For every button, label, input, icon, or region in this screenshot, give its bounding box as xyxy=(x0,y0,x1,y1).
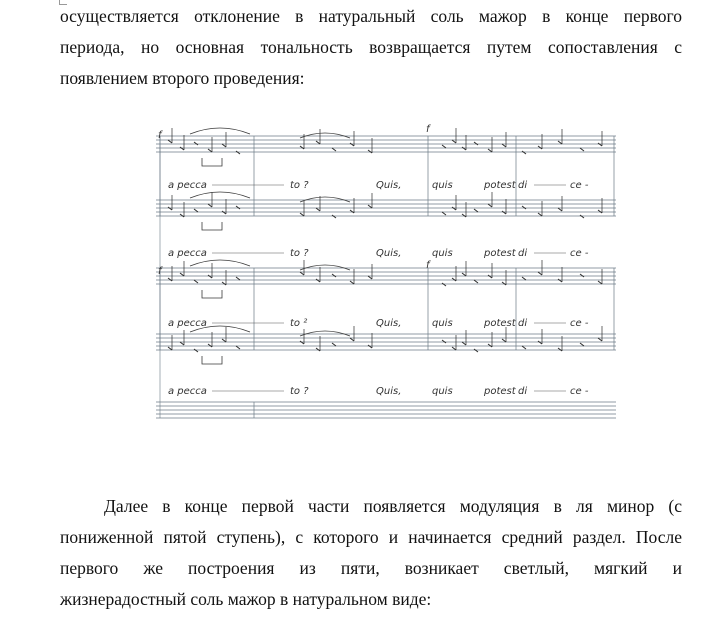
note-head xyxy=(442,283,446,286)
note-head xyxy=(180,147,184,150)
note-head xyxy=(558,279,562,282)
lyric-syllable: Quis, xyxy=(376,180,402,191)
note-head xyxy=(194,280,198,283)
beam-bracket xyxy=(202,158,222,166)
note-head xyxy=(208,204,212,207)
lyric-syllable: potest xyxy=(484,386,516,397)
note-head xyxy=(558,348,562,351)
note-head xyxy=(522,151,526,154)
lyric-syllable: to ? xyxy=(290,386,309,397)
lyric-syllable: Quis, xyxy=(376,248,402,259)
note-head xyxy=(316,208,320,211)
lyric-syllable: ce - xyxy=(570,180,589,191)
dynamic-mark: f xyxy=(158,266,162,277)
note-head xyxy=(316,141,320,144)
note-head xyxy=(350,338,354,341)
music-score-image xyxy=(150,122,624,440)
lyric-syllable: a pecca xyxy=(168,386,207,397)
note-head xyxy=(168,207,172,210)
note-head xyxy=(502,144,506,147)
note-head xyxy=(168,278,172,281)
dynamic-mark: f xyxy=(426,260,430,271)
slur xyxy=(300,331,350,336)
note-head xyxy=(332,343,336,346)
slur xyxy=(300,197,350,202)
note-head xyxy=(236,346,240,349)
score-staves xyxy=(156,124,616,418)
lyric-syllable: a pecca xyxy=(168,180,207,191)
note-head xyxy=(522,346,526,349)
note-head xyxy=(442,340,446,343)
paragraph-top xyxy=(60,1,682,94)
lyric-syllable: di xyxy=(518,180,528,191)
note-head xyxy=(580,148,584,151)
note-head xyxy=(452,207,456,210)
note-head xyxy=(580,274,584,277)
note-head xyxy=(222,211,226,214)
note-head xyxy=(368,205,372,208)
score-lyrics xyxy=(168,180,589,397)
note-head xyxy=(208,344,212,347)
paragraph-line: осуществляется отклонение в натуральный соль мажор в конце первого xyxy=(60,6,682,26)
dynamic-mark: f xyxy=(158,130,162,141)
note-head xyxy=(474,280,478,283)
paragraph-line: пониженной пятой ступень), с которого и начинается средний раздел. После xyxy=(60,527,682,547)
lyric-syllable: potest xyxy=(484,248,516,259)
note-head xyxy=(462,342,466,345)
note-head xyxy=(208,149,212,152)
note-head xyxy=(538,272,542,275)
lyric-syllable: Quis, xyxy=(376,386,402,397)
beam-bracket xyxy=(202,290,222,298)
note-head xyxy=(236,206,240,209)
lyric-syllable: ce - xyxy=(570,318,589,329)
note-head xyxy=(474,349,478,352)
note-head xyxy=(442,145,446,148)
note-head xyxy=(580,343,584,346)
note-head xyxy=(222,339,226,342)
lyric-syllable: ce - xyxy=(570,386,589,397)
note-head xyxy=(522,277,526,280)
paragraph-line: жизнерадостный соль мажор в натуральном виде: xyxy=(60,589,432,609)
note-head xyxy=(300,341,304,344)
note-head xyxy=(168,347,172,350)
note-head xyxy=(488,204,492,207)
lyric-syllable: to ? xyxy=(290,248,309,259)
lyric-syllable: di xyxy=(518,318,528,329)
note-head xyxy=(208,275,212,278)
note-head xyxy=(488,149,492,152)
note-head xyxy=(452,278,456,281)
note-head xyxy=(538,341,542,344)
slur xyxy=(190,128,250,134)
note-head xyxy=(222,282,226,285)
lyric-syllable: a pecca xyxy=(168,318,207,329)
lyric-syllable: to ² xyxy=(290,318,308,329)
note-head xyxy=(502,211,506,214)
note-head xyxy=(558,141,562,144)
note-head xyxy=(332,274,336,277)
note-head xyxy=(332,215,336,218)
note-head xyxy=(350,210,354,213)
lyric-syllable: potest xyxy=(484,318,516,329)
lyric-syllable: di xyxy=(518,248,528,259)
paragraph-line: появлением второго проведения: xyxy=(60,68,305,88)
note-head xyxy=(452,140,456,143)
slur xyxy=(300,265,350,270)
note-head xyxy=(180,342,184,345)
note-head xyxy=(332,148,336,151)
lyric-syllable: a pecca xyxy=(168,248,207,259)
note-head xyxy=(194,209,198,212)
slur xyxy=(190,260,250,266)
lyric-syllable: quis xyxy=(432,248,453,259)
note-head xyxy=(462,147,466,150)
slur xyxy=(190,192,250,198)
note-head xyxy=(598,210,602,213)
note-head xyxy=(488,344,492,347)
lyric-syllable: quis xyxy=(432,318,453,329)
note-head xyxy=(194,349,198,352)
note-head xyxy=(462,273,466,276)
paragraph-line: первого же построения из пяти, возникает светлый, мягкий и xyxy=(60,558,682,578)
note-head xyxy=(502,282,506,285)
lyric-syllable: quis xyxy=(432,386,453,397)
note-head xyxy=(368,345,372,348)
paragraph-line: Далее в конце первой части появляется модуляция в ля минор (с xyxy=(104,496,682,516)
note-head xyxy=(502,339,506,342)
note-head xyxy=(474,209,478,212)
note-head xyxy=(462,214,466,217)
note-head xyxy=(522,206,526,209)
note-head xyxy=(350,143,354,146)
note-head xyxy=(236,151,240,154)
note-head xyxy=(350,281,354,284)
note-head xyxy=(598,143,602,146)
slur xyxy=(300,133,350,138)
lyric-syllable: ce - xyxy=(570,248,589,259)
note-head xyxy=(538,146,542,149)
note-head xyxy=(222,144,226,147)
note-head xyxy=(474,142,478,145)
note-head xyxy=(442,212,446,215)
dynamic-mark: f xyxy=(426,124,430,135)
note-head xyxy=(488,275,492,278)
note-head xyxy=(316,279,320,282)
note-head xyxy=(452,347,456,350)
beam-bracket xyxy=(202,356,222,364)
paragraph-line: периода, но основная тональность возвращается путем сопоставления с xyxy=(60,37,682,57)
note-head xyxy=(368,276,372,279)
lyric-syllable: Quis, xyxy=(376,318,402,329)
note-head xyxy=(300,272,304,275)
note-head xyxy=(180,273,184,276)
note-head xyxy=(538,213,542,216)
note-head xyxy=(194,142,198,145)
lyric-syllable: di xyxy=(518,386,528,397)
note-head xyxy=(300,213,304,216)
note-head xyxy=(368,150,372,153)
note-head xyxy=(300,146,304,149)
note-head xyxy=(598,338,602,341)
note-head xyxy=(236,277,240,280)
note-head xyxy=(168,140,172,143)
note-head xyxy=(580,215,584,218)
note-head xyxy=(180,214,184,217)
note-head xyxy=(316,348,320,351)
beam-bracket xyxy=(202,222,222,230)
lyric-syllable: quis xyxy=(432,180,453,191)
lyric-syllable: to ? xyxy=(290,180,309,191)
note-head xyxy=(598,281,602,284)
note-head xyxy=(558,208,562,211)
paragraph-bottom xyxy=(60,491,682,615)
lyric-syllable: potest xyxy=(484,180,516,191)
